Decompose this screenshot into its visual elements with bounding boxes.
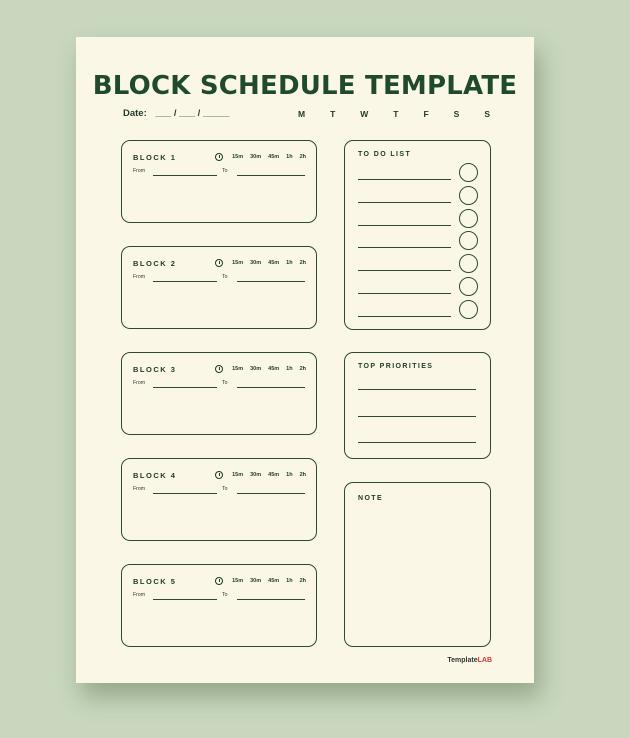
duration-option[interactable]: 30m bbox=[250, 366, 262, 372]
day-saturday[interactable]: S bbox=[453, 109, 460, 119]
to-label: To bbox=[222, 486, 228, 492]
duration-option[interactable]: 2h bbox=[299, 154, 306, 160]
block-card-3 bbox=[121, 352, 317, 435]
from-label: From bbox=[133, 168, 146, 174]
duration-option[interactable]: 45m bbox=[268, 472, 280, 478]
to-input-line[interactable] bbox=[237, 281, 305, 282]
from-input-line[interactable] bbox=[153, 387, 217, 388]
todo-checkbox[interactable] bbox=[459, 254, 478, 273]
clock-icon bbox=[215, 365, 223, 373]
duration-option[interactable]: 1h bbox=[286, 154, 293, 160]
page-title: BLOCK SCHEDULE TEMPLATE bbox=[92, 71, 518, 101]
to-input-line[interactable] bbox=[237, 387, 305, 388]
duration-option[interactable]: 2h bbox=[299, 366, 306, 372]
todo-checkbox[interactable] bbox=[459, 231, 478, 250]
to-label: To bbox=[222, 380, 228, 386]
duration-option[interactable]: 30m bbox=[250, 154, 262, 160]
duration-option[interactable]: 30m bbox=[250, 578, 262, 584]
priority-line[interactable] bbox=[358, 389, 476, 390]
block-title: BLOCK 2 bbox=[133, 259, 177, 268]
todo-title: TO DO LIST bbox=[358, 151, 412, 158]
duration-options bbox=[215, 365, 306, 373]
from-label: From bbox=[133, 486, 146, 492]
day-monday[interactable]: M bbox=[298, 109, 306, 119]
duration-options bbox=[215, 153, 306, 161]
duration-option[interactable]: 15m bbox=[232, 472, 244, 478]
block-title: BLOCK 4 bbox=[133, 471, 177, 480]
todo-line[interactable] bbox=[358, 316, 451, 317]
to-label: To bbox=[222, 274, 228, 280]
todo-line[interactable] bbox=[358, 179, 451, 180]
note-box[interactable] bbox=[344, 482, 491, 647]
top-priorities-box bbox=[344, 352, 491, 459]
to-label: To bbox=[222, 592, 228, 598]
duration-option[interactable]: 1h bbox=[286, 260, 293, 266]
to-label: To bbox=[222, 168, 228, 174]
duration-option[interactable]: 15m bbox=[232, 578, 244, 584]
duration-option[interactable]: 45m bbox=[268, 366, 280, 372]
todo-line[interactable] bbox=[358, 225, 451, 226]
clock-icon bbox=[215, 259, 223, 267]
clock-icon bbox=[215, 153, 223, 161]
todo-checkbox[interactable] bbox=[459, 300, 478, 319]
priorities-title: TOP PRIORITIES bbox=[358, 363, 434, 370]
day-sunday[interactable]: S bbox=[484, 109, 490, 119]
duration-option[interactable]: 1h bbox=[286, 366, 293, 372]
clock-icon bbox=[215, 577, 223, 585]
todo-line[interactable] bbox=[358, 202, 451, 203]
day-thursday[interactable]: T bbox=[393, 109, 399, 119]
todo-line[interactable] bbox=[358, 293, 451, 294]
date-blanks: ___ / ___ / _____ bbox=[155, 108, 230, 119]
block-card-4 bbox=[121, 458, 317, 541]
date-label: Date: bbox=[123, 108, 147, 119]
duration-options bbox=[215, 259, 306, 267]
to-input-line[interactable] bbox=[237, 175, 305, 176]
todo-line[interactable] bbox=[358, 247, 451, 248]
weekday-row bbox=[298, 109, 490, 119]
duration-option[interactable]: 15m bbox=[232, 366, 244, 372]
block-title: BLOCK 5 bbox=[133, 577, 177, 586]
from-input-line[interactable] bbox=[153, 493, 217, 494]
block-title: BLOCK 3 bbox=[133, 365, 177, 374]
todo-checkbox[interactable] bbox=[459, 163, 478, 182]
todo-checkbox[interactable] bbox=[459, 186, 478, 205]
from-label: From bbox=[133, 380, 146, 386]
duration-options bbox=[215, 577, 306, 585]
priority-line[interactable] bbox=[358, 442, 476, 443]
todo-line[interactable] bbox=[358, 270, 451, 271]
to-input-line[interactable] bbox=[237, 599, 305, 600]
duration-option[interactable]: 2h bbox=[299, 472, 306, 478]
from-input-line[interactable] bbox=[153, 281, 217, 282]
from-label: From bbox=[133, 274, 146, 280]
block-title: BLOCK 1 bbox=[133, 153, 177, 162]
schedule-sheet bbox=[76, 37, 534, 683]
duration-option[interactable]: 2h bbox=[299, 578, 306, 584]
block-card-5 bbox=[121, 564, 317, 647]
note-title: NOTE bbox=[358, 495, 384, 502]
clock-icon bbox=[215, 471, 223, 479]
to-input-line[interactable] bbox=[237, 493, 305, 494]
block-card-1 bbox=[121, 140, 317, 223]
duration-option[interactable]: 45m bbox=[268, 578, 280, 584]
duration-option[interactable]: 15m bbox=[232, 154, 244, 160]
from-input-line[interactable] bbox=[153, 599, 217, 600]
day-friday[interactable]: F bbox=[423, 109, 429, 119]
todo-checkbox[interactable] bbox=[459, 277, 478, 296]
priority-line[interactable] bbox=[358, 416, 476, 417]
duration-option[interactable]: 15m bbox=[232, 260, 244, 266]
duration-option[interactable]: 45m bbox=[268, 154, 280, 160]
from-input-line[interactable] bbox=[153, 175, 217, 176]
duration-option[interactable]: 1h bbox=[286, 578, 293, 584]
duration-option[interactable]: 30m bbox=[250, 472, 262, 478]
duration-option[interactable]: 45m bbox=[268, 260, 280, 266]
duration-options bbox=[215, 471, 306, 479]
todo-list-box bbox=[344, 140, 491, 330]
day-tuesday[interactable]: T bbox=[330, 109, 336, 119]
from-label: From bbox=[133, 592, 146, 598]
duration-option[interactable]: 2h bbox=[299, 260, 306, 266]
todo-checkbox[interactable] bbox=[459, 209, 478, 228]
duration-option[interactable]: 1h bbox=[286, 472, 293, 478]
duration-option[interactable]: 30m bbox=[250, 260, 262, 266]
block-card-2 bbox=[121, 246, 317, 329]
date-field[interactable] bbox=[123, 108, 229, 119]
brand-logo: TemplateLAB bbox=[447, 657, 492, 664]
day-wednesday[interactable]: W bbox=[360, 109, 369, 119]
